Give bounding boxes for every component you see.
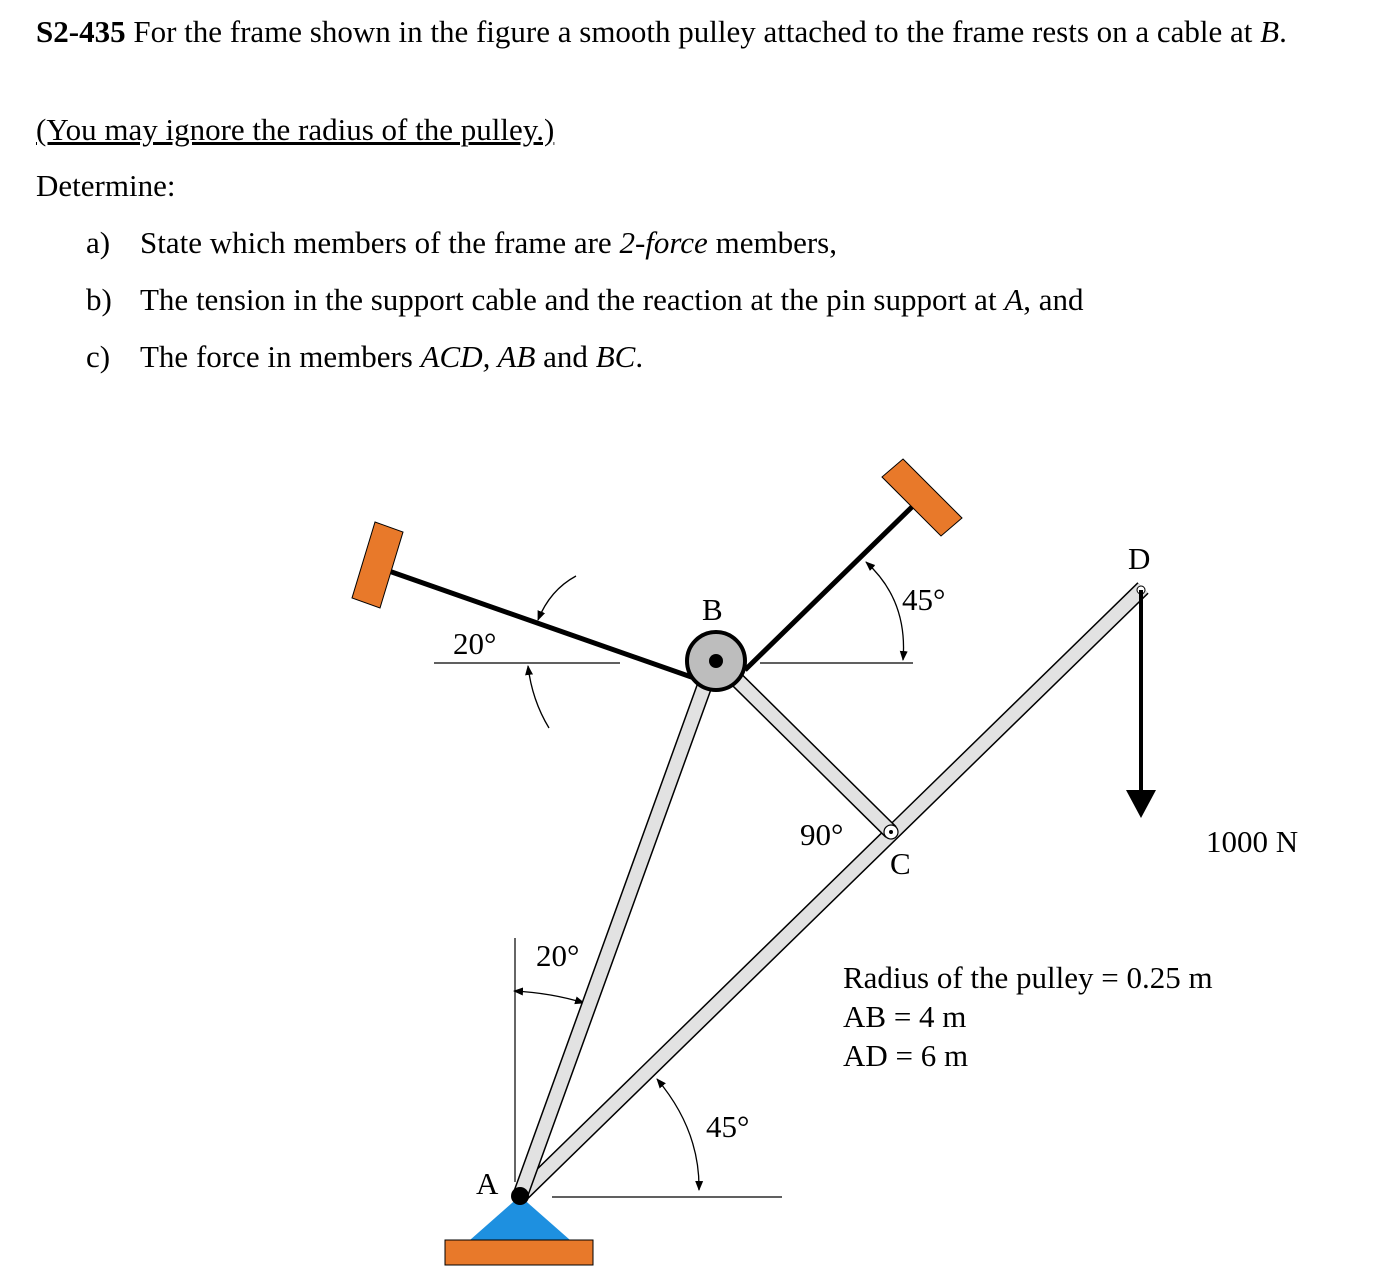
angle-label-member-acd: 45° [706, 1109, 750, 1144]
question-label: c) [86, 339, 111, 374]
question-text: , and [1023, 282, 1084, 317]
question-emph: BC [595, 339, 636, 374]
pin-a [511, 1187, 529, 1205]
determine-heading: Determine: [36, 168, 176, 203]
label-c: C [890, 846, 911, 881]
frame-members [520, 586, 1145, 1196]
label-b: B [702, 592, 723, 627]
arc-20-member-ab [514, 991, 584, 1003]
question-label: a) [86, 225, 111, 260]
pulley-axle [709, 654, 723, 668]
info-ad: AD = 6 m [843, 1038, 969, 1073]
pin-support-a [445, 1187, 593, 1265]
question-text: . [635, 339, 644, 374]
info-radius: Radius of the pulley = 0.25 m [843, 960, 1213, 995]
label-d: D [1128, 541, 1151, 576]
question-text: and [535, 339, 596, 374]
arc-20-cable-upper [538, 576, 576, 620]
problem-id: S2-435 [36, 14, 126, 49]
reference-lines [434, 663, 913, 1197]
load-label: 1000 N [1206, 824, 1299, 859]
question-text: The tension in the support cable and the reaction at the pin support at [140, 282, 1005, 317]
angle-label-member-ab: 20° [536, 938, 580, 973]
question-text: State which members of the frame are [140, 225, 620, 260]
joint-c-dot [889, 830, 893, 834]
left-wall-plate [352, 522, 403, 608]
load-arrowhead [1126, 790, 1156, 818]
problem-point-b: B [1260, 14, 1280, 49]
problem-text: For the frame shown in the figure a smooth pulley attached to the frame rests on a cable at [125, 14, 1261, 49]
support-cable [352, 459, 962, 686]
question-emph: ACD, AB [420, 339, 536, 374]
info-ab: AB = 4 m [843, 999, 967, 1034]
member-acd [520, 588, 1143, 1196]
label-a: A [476, 1166, 499, 1201]
problem-text-end: . [1279, 14, 1287, 49]
arc-45-member-acd [657, 1079, 699, 1190]
question-emph: A [1004, 282, 1024, 317]
arc-20-cable-lower [528, 666, 549, 728]
question-label: b) [86, 282, 112, 317]
pulley [687, 632, 745, 690]
member-bc [720, 663, 891, 832]
angle-label-cable-right: 45° [902, 582, 946, 617]
cable-left [386, 570, 717, 686]
arc-45-cable [866, 562, 904, 660]
load-arrow [1126, 590, 1156, 818]
cable-right [745, 503, 916, 670]
angle-label-cable-left: 20° [453, 626, 497, 661]
ground-plate [445, 1240, 593, 1265]
question-text: members, [707, 225, 837, 260]
note: (You may ignore the radius of the pulley.) [36, 112, 555, 147]
angle-label-bc: 90° [800, 817, 844, 852]
question-emph: 2-force [619, 225, 708, 260]
question-text: The force in members [140, 339, 421, 374]
